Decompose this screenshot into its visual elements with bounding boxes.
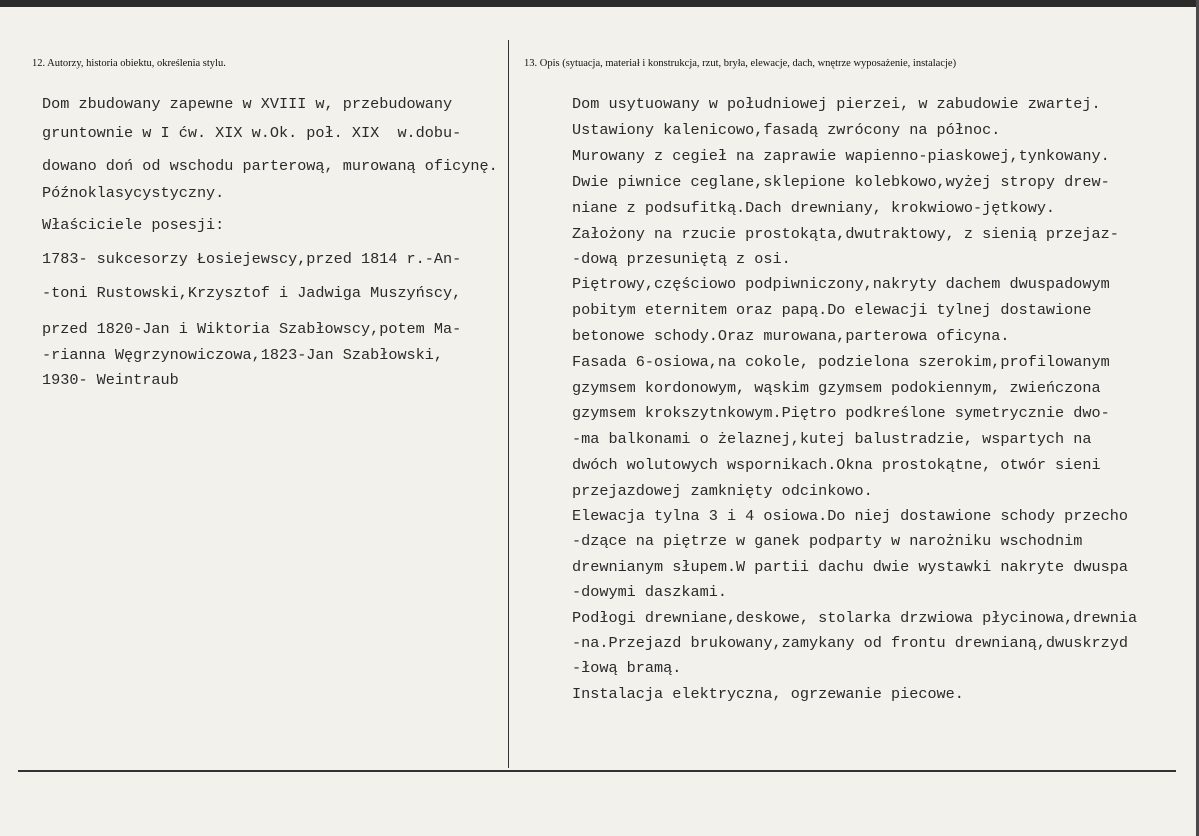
- history-line: 1783- sukcesorzy Łosiejewscy,przed 1814 r.-An-: [42, 250, 462, 268]
- description-text-column: [572, 95, 1138, 703]
- description-line: Murowany z cegieł na zaprawie wapienno-piaskowej,tynkowany.: [572, 147, 1110, 165]
- history-line: przed 1820-Jan i Wiktoria Szabłowscy,potem Ma-: [42, 320, 462, 338]
- history-line: -toni Rustowski,Krzysztof i Jadwiga Muszyńscy,: [42, 284, 462, 302]
- description-line: betonowe schody.Oraz murowana,parterowa oficyna.: [572, 327, 1010, 345]
- description-line: Ustawiony kalenicowo,fasadą zwrócony na północ.: [572, 121, 1001, 139]
- description-line: -dowymi daszkami.: [572, 583, 727, 601]
- description-line: dwóch wolutowych wspornikach.Okna prostokątne, otwór sieni: [572, 456, 1101, 474]
- description-line: Fasada 6-osiowa,na cokole, podzielona szerokim,profilowanym: [572, 353, 1110, 371]
- description-line: gzymsem kordonowym, wąskim gzymsem podokiennym, zwieńczona: [572, 379, 1101, 397]
- scan-top-edge: [0, 0, 1199, 7]
- section-12-heading: 12. Autorzy, historia obiektu, określenia stylu.: [32, 58, 226, 69]
- description-line: Elewacja tylna 3 i 4 osiowa.Do niej dostawione schody przecho: [572, 507, 1128, 525]
- description-line: Piętrowy,częściowo podpiwniczony,nakryty dachem dwuspadowym: [572, 275, 1110, 293]
- description-line: -dową przesuniętą z osi.: [572, 250, 791, 268]
- description-line: -na.Przejazd brukowany,zamykany od frontu drewnianą,dwuskrzyd: [572, 634, 1128, 652]
- description-line: Podłogi drewniane,deskowe, stolarka drzwiowa płycinowa,drewnia: [572, 609, 1138, 627]
- column-divider: [508, 40, 509, 768]
- history-line: -rianna Węgrzynowiczowa,1823-Jan Szabłowski,: [42, 346, 444, 364]
- description-line: pobitym eternitem oraz papą.Do elewacji tylnej dostawione: [572, 301, 1092, 319]
- bottom-rule: [18, 770, 1176, 772]
- description-line: Dwie piwnice ceglane,sklepione kolebkowo,wyżej stropy drew-: [572, 173, 1110, 191]
- description-line: -ma balkonami o żelaznej,kutej balustradzie, wspartych na: [572, 430, 1092, 448]
- description-line: Założony na rzucie prostokąta,dwutraktowy, z sienią przejaz-: [572, 225, 1119, 243]
- history-text-column: [42, 95, 498, 389]
- description-line: drewnianym słupem.W partii dachu dwie wystawki nakryte dwuspa: [572, 558, 1128, 576]
- history-line: Właściciele posesji:: [42, 216, 225, 234]
- description-line: niane z podsufitką.Dach drewniany, krokwiowo-jętkowy.: [572, 199, 1056, 217]
- description-line: Dom usytuowany w południowej pierzei, w zabudowie zwartej.: [572, 95, 1101, 113]
- description-line: -łową bramą.: [572, 659, 682, 677]
- description-line: Instalacja elektryczna, ogrzewanie piecowe.: [572, 685, 964, 703]
- history-line: dowano doń od wschodu parterową, murowaną oficynę.: [42, 157, 498, 175]
- description-line: -dzące na piętrze w ganek podparty w narożniku wschodnim: [572, 532, 1083, 550]
- description-line: gzymsem krokszytnkowym.Piętro podkreślone symetrycznie dwo-: [572, 404, 1110, 422]
- history-line: gruntownie w I ćw. XIX w.Ok. poł. XIX w.dobu-: [42, 124, 462, 142]
- history-line: Dom zbudowany zapewne w XVIII w, przebudowany: [42, 95, 453, 113]
- history-line: 1930- Weintraub: [42, 371, 179, 389]
- description-line: przejazdowej zamknięty odcinkowo.: [572, 482, 873, 500]
- history-line: Późnoklasycystyczny.: [42, 184, 225, 202]
- section-13-heading: 13. Opis (sytuacja, materiał i konstrukcja, rzut, bryła, elewacje, dach, wnętrze wyposażenie, instalacje): [524, 58, 957, 69]
